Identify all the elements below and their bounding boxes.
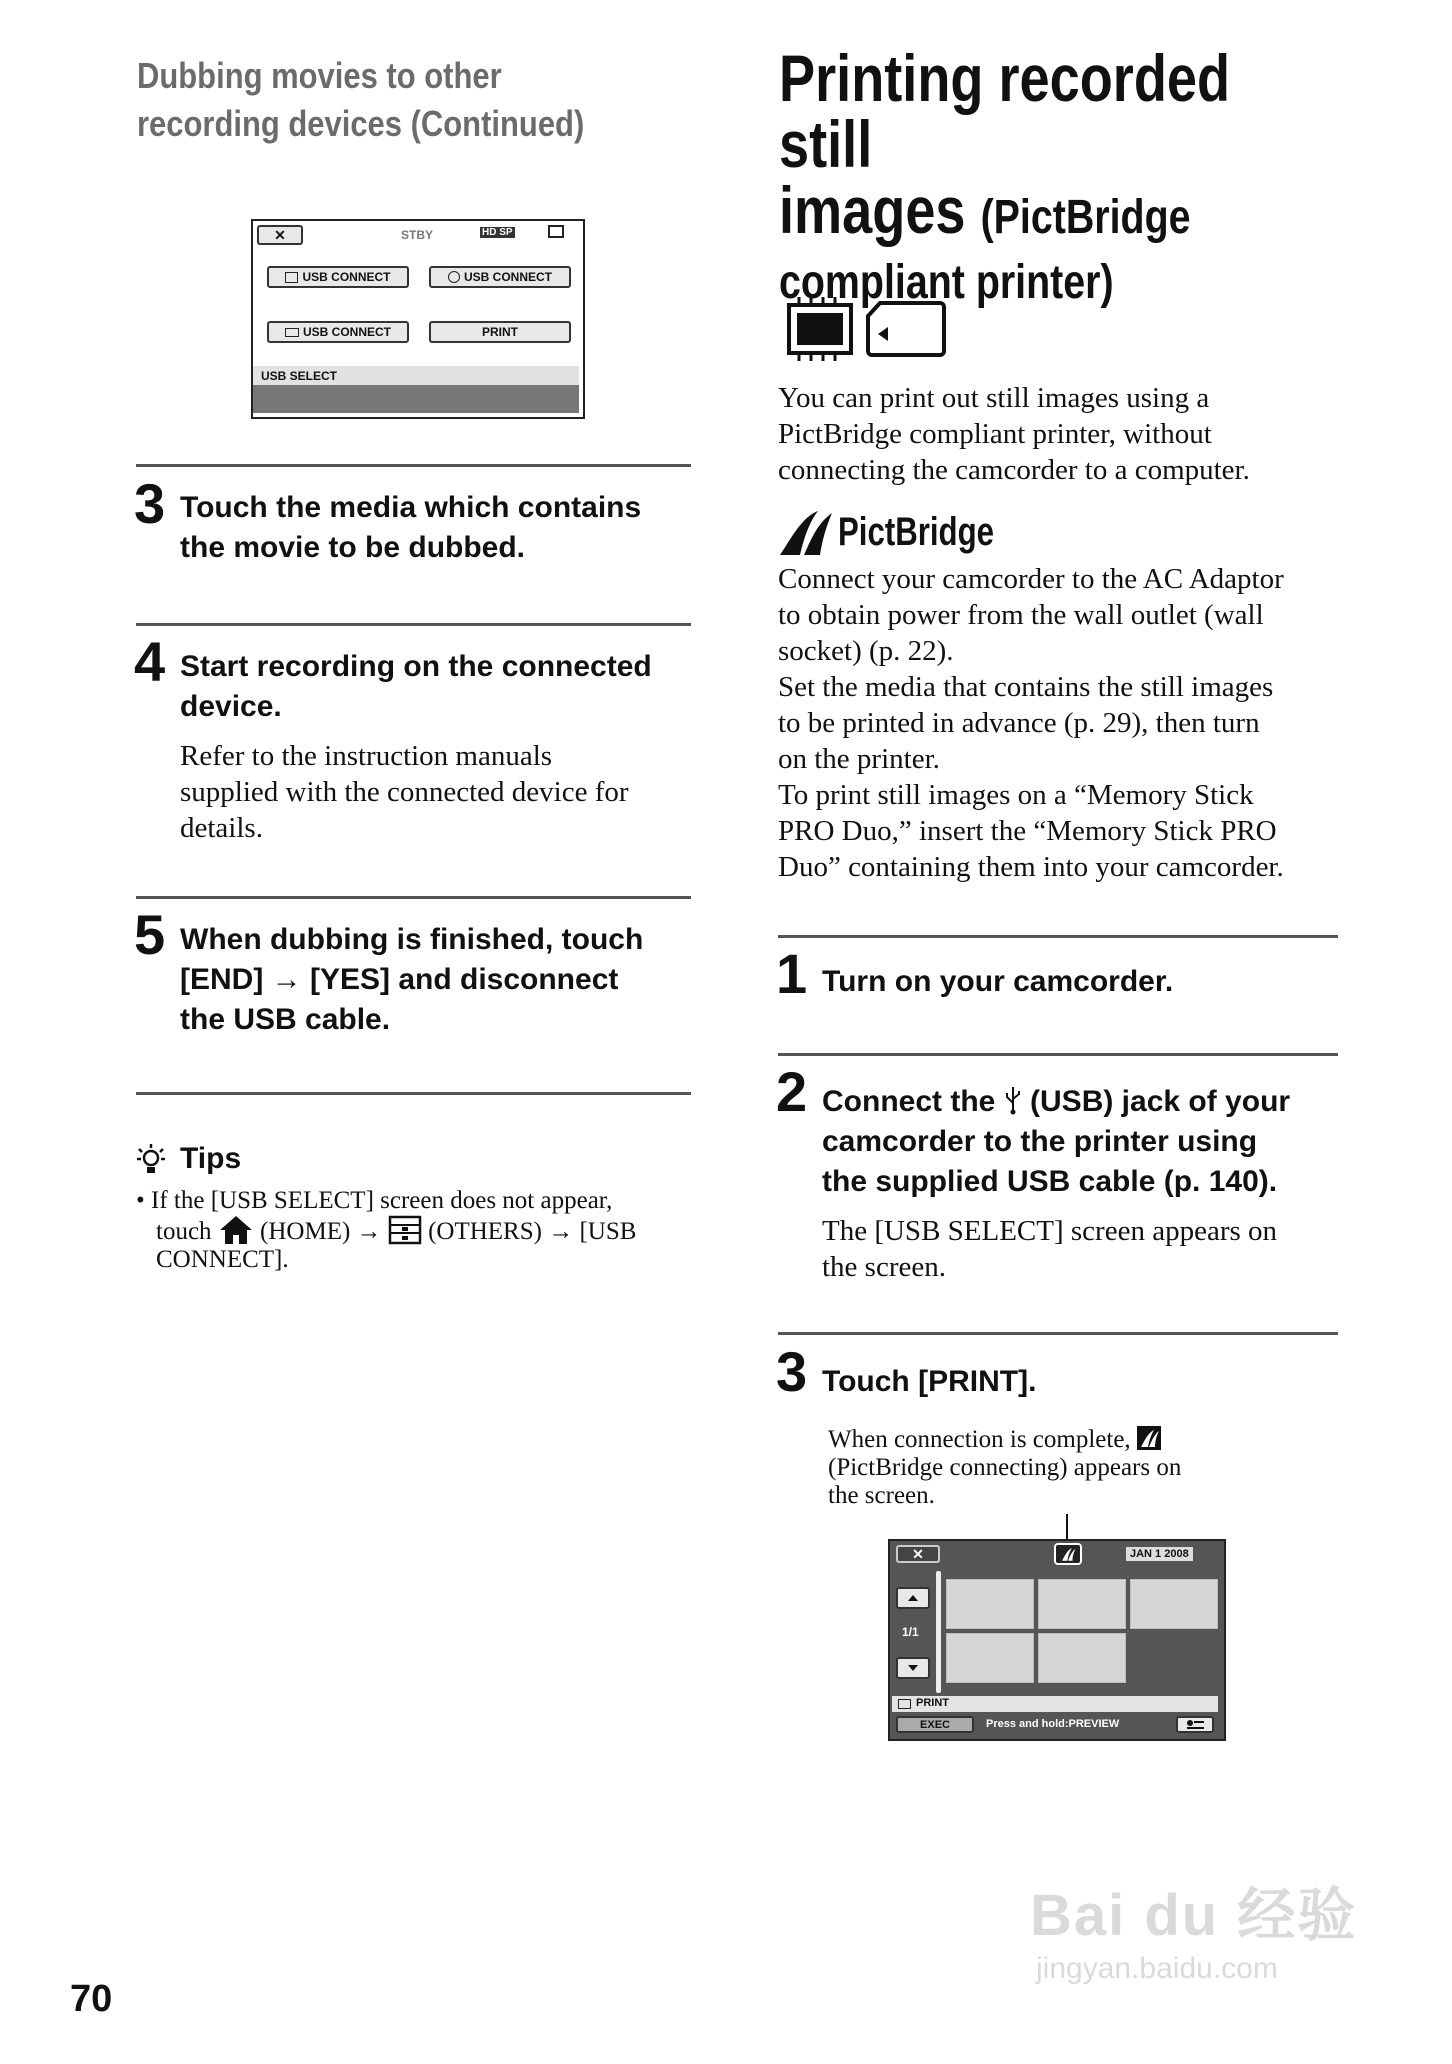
step-heading-line: device. <box>180 690 282 723</box>
baidu-watermark <box>1030 1868 1357 1986</box>
close-button[interactable]: ✕ <box>896 1545 940 1563</box>
step-body <box>822 1213 1277 1285</box>
step-note-line <box>828 1426 1181 1454</box>
callout-line <box>1066 1514 1068 1542</box>
step-number: 1 <box>776 942 808 1005</box>
button-label: USB CONNECT <box>302 270 391 284</box>
step-note-line: (PictBridge connecting) appears on <box>828 1454 1182 1481</box>
internal-memory-icon <box>785 297 855 367</box>
image-thumbnail[interactable] <box>946 1633 1034 1683</box>
divider <box>778 1053 1338 1056</box>
intro-text <box>778 380 1250 488</box>
step-number: 5 <box>134 903 166 966</box>
option-button[interactable] <box>1176 1716 1214 1733</box>
step-number: 2 <box>776 1060 808 1123</box>
step-heading: Turn on your camcorder. <box>822 965 1174 998</box>
internal-memory-icon <box>285 272 298 283</box>
tips-text: touch <box>156 1218 212 1245</box>
footer-label: USB SELECT <box>261 369 338 383</box>
step-heading <box>822 1082 1290 1202</box>
step-heading <box>180 488 641 568</box>
instructions-line: Connect your camcorder to the AC Adaptor <box>778 563 1284 595</box>
instructions-line: on the printer. <box>778 743 940 775</box>
scroll-bar[interactable] <box>936 1571 941 1693</box>
continued-heading <box>137 52 619 148</box>
disc-icon <box>448 271 460 283</box>
print-label: PRINT <box>916 1697 949 1709</box>
hd-quality-badge: HD SP <box>482 227 513 238</box>
intro-line: PictBridge compliant printer, without <box>778 418 1212 450</box>
button-label: USB CONNECT <box>463 270 552 284</box>
title-line: Printing recorded still <box>779 41 1231 181</box>
tips-line <box>136 1215 696 1246</box>
usb-connect-internal-button[interactable] <box>267 266 409 288</box>
step-body-line: supplied with the connected device for <box>180 776 629 808</box>
divider <box>778 1332 1338 1335</box>
step-body-line: Refer to the instruction manuals <box>180 740 553 772</box>
step-note-text: When connection is complete, <box>828 1426 1131 1453</box>
option-icon <box>1185 1719 1205 1731</box>
usb-select-screen <box>251 219 585 419</box>
down-arrow-icon <box>908 1665 918 1671</box>
image-thumbnail[interactable] <box>1038 1579 1126 1629</box>
instructions-line: to obtain power from the wall outlet (wall <box>778 599 1264 631</box>
tips-text: (OTHERS) → [USB <box>428 1218 637 1245</box>
step-heading-line: camcorder to the printer using <box>822 1125 1258 1158</box>
title-text: (PictBridge <box>980 191 1191 244</box>
print-button[interactable]: PRINT <box>429 321 571 343</box>
pictbridge-icon <box>1056 1545 1080 1563</box>
page-indicator: 1/1 <box>902 1625 919 1639</box>
step-note <box>828 1426 1181 1510</box>
step-heading-line: When dubbing is finished, touch <box>180 923 644 956</box>
step-heading-line: the supplied USB cable (p. 140). <box>822 1165 1278 1198</box>
instructions-line: PRO Duo,” insert the “Memory Stick PRO <box>778 815 1277 847</box>
step-heading-line: Start recording on the connected <box>180 650 652 683</box>
instructions-line: To print still images on a “Memory Stick <box>778 779 1254 811</box>
scroll-down-button[interactable] <box>896 1657 930 1679</box>
continued-heading-line: recording devices (Continued) <box>137 103 585 144</box>
step-body <box>180 738 629 846</box>
divider <box>136 896 691 899</box>
instructions-text <box>778 561 1284 885</box>
tips-text: (HOME) → <box>260 1218 382 1245</box>
intro-line: connecting the camcorder to a computer. <box>778 454 1250 486</box>
step-body-line: details. <box>180 812 263 844</box>
tips-body <box>136 1187 696 1274</box>
intro-line: You can print out still images using a <box>778 382 1210 414</box>
screen-footer <box>253 366 579 385</box>
step-number: 3 <box>776 1340 808 1403</box>
title-text: images <box>779 173 966 247</box>
instructions-line: socket) (p. 22). <box>778 635 954 667</box>
step-heading: Touch [PRINT]. <box>822 1365 1037 1398</box>
memory-stick-icon <box>285 328 299 337</box>
usb-connect-memory-stick-button[interactable] <box>267 321 409 343</box>
pictbridge-logo <box>778 507 1038 557</box>
step-heading-line: the movie to be dubbed. <box>180 531 526 564</box>
usb-icon <box>1004 1085 1022 1115</box>
page-title <box>779 41 1255 315</box>
continued-heading-line: Dubbing movies to other <box>137 55 502 96</box>
preview-hint: Press and hold:PREVIEW <box>986 1718 1120 1730</box>
close-button[interactable]: ✕ <box>257 225 303 245</box>
watermark-subtext: jingyan.baidu.com <box>1036 1952 1278 1985</box>
image-thumbnail[interactable] <box>1130 1579 1218 1629</box>
divider <box>136 464 691 467</box>
title-line <box>779 173 1255 251</box>
internal-memory-icon <box>898 1699 911 1709</box>
step-heading-line <box>822 1082 1290 1122</box>
memory-stick-icon <box>866 300 946 362</box>
status-label: STBY <box>401 228 434 242</box>
divider <box>778 935 1338 938</box>
step-heading <box>180 920 643 1040</box>
step-body-line: the screen. <box>822 1251 946 1283</box>
pictbridge-connecting-icon <box>1137 1426 1161 1450</box>
instructions-line: Duo” containing them into your camcorder. <box>778 851 1284 883</box>
step-heading-line: Touch the media which contains <box>180 491 642 524</box>
tips-line: • If the [USB SELECT] screen does not appear, <box>136 1187 613 1214</box>
step-heading-text: (USB) jack of your <box>1030 1085 1291 1118</box>
page-number: 70 <box>70 1978 113 2020</box>
tips-line: CONNECT]. <box>156 1246 289 1273</box>
pictbridge-icon <box>778 507 834 557</box>
screen-bottom-bar <box>253 385 579 413</box>
tips-title: Tips <box>180 1142 242 1175</box>
button-label: USB CONNECT <box>302 325 391 339</box>
up-arrow-icon <box>908 1595 918 1601</box>
pictbridge-wordmark: PictBridge <box>838 509 995 554</box>
instructions-line: to be printed in advance (p. 29), then turn <box>778 707 1260 739</box>
watermark-text: Bai du 经验 <box>1030 1883 1358 1948</box>
print-status-bar <box>892 1696 1218 1712</box>
exec-button[interactable]: EXEC <box>896 1716 974 1733</box>
tips-icon <box>136 1143 166 1181</box>
pictbridge-connecting-indicator <box>1054 1543 1082 1565</box>
title-line: compliant printer) <box>779 256 1114 309</box>
scroll-up-button[interactable] <box>896 1587 930 1609</box>
internal-memory-icon <box>548 225 564 238</box>
image-thumbnail[interactable] <box>1038 1633 1126 1683</box>
usb-connect-disc-button[interactable] <box>429 266 571 288</box>
divider <box>136 623 691 626</box>
step-note-line: the screen. <box>828 1482 935 1509</box>
step-number: 4 <box>134 630 166 693</box>
step-heading-line: [END] → [YES] and disconnect <box>180 963 619 996</box>
step-number: 3 <box>134 472 166 535</box>
print-screen <box>888 1539 1226 1741</box>
image-thumbnail[interactable] <box>946 1579 1034 1629</box>
date-display: JAN 1 2008 <box>1126 1547 1193 1561</box>
instructions-line: Set the media that contains the still images <box>778 671 1274 703</box>
home-icon <box>218 1215 254 1245</box>
step-heading-line: the USB cable. <box>180 1003 391 1036</box>
others-icon <box>388 1215 422 1245</box>
step-body-line: The [USB SELECT] screen appears on <box>822 1215 1278 1247</box>
step-heading-text: Connect the <box>822 1085 996 1118</box>
step-heading <box>180 647 652 727</box>
divider <box>136 1092 691 1095</box>
